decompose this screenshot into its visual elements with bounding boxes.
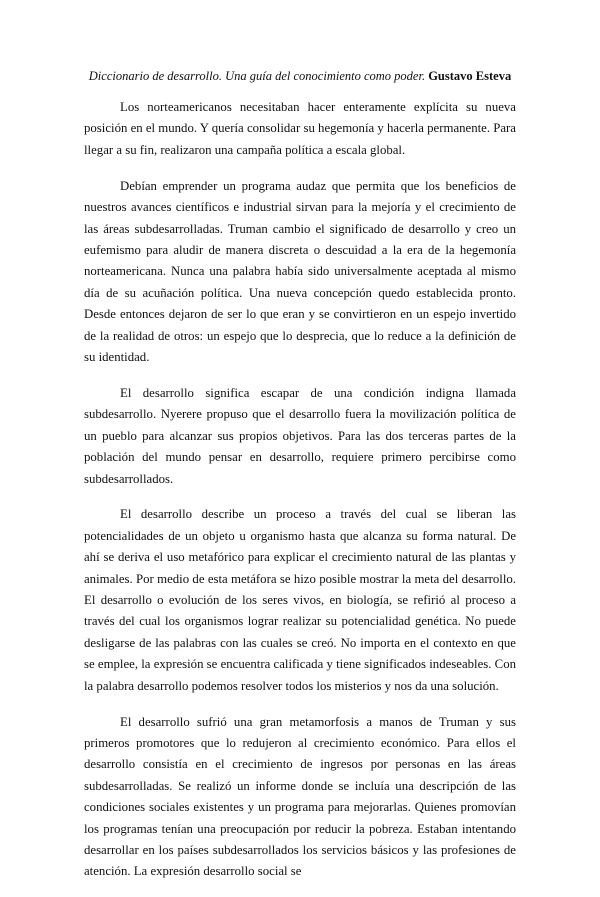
page-header [84, 68, 516, 84]
paragraph-1: Los norteamericanos necesitaban hacer enteramente explícita su nueva posición en el mundo. Y quería consolidar su hegemonía y hacerla permanente. Para llegar a su fin, realizaron una campaña política a escala global. [84, 100, 516, 157]
body-text [84, 97, 516, 897]
paragraph-4: El desarrollo describe un proceso a través del cual se liberan las potencialidades de un objeto u organismo hasta que alcanza su forma natural. De ahí se deriva el uso metafórico para explicar el crecimiento natural de las plantas y animales. Por medio de esta metáfora se hizo posible mostrar la meta del desarrollo. El desarrollo o evolución de los seres vivos, en biología, se refirió al proceso a través del cual los organismos lograr realizar su potencialidad genética. No puede desligarse de las palabras con las cuales se creó. No importa en el contexto en que se emplee, la expresión se encuentra calificada y tiene significados indeseables. Con la palabra desarrollo podemos resolver todos los misterios y nos da una solución. [84, 507, 516, 693]
author-name: Gustavo Esteva [428, 69, 512, 83]
book-title: Diccionario de desarrollo. Una guía del conocimiento como poder. [88, 69, 426, 83]
paragraph-5: El desarrollo sufrió una gran metamorfosis a manos de Truman y sus primeros promotores que lo redujeron al crecimiento económico. Para ellos el desarrollo consistía en el crecimiento de ingresos por personas en las áreas subdesarrolladas. Se realizó un informe donde se incluía una descripción de las condiciones sociales existentes y un programa para mejorarlas. Quienes promovían los programas tenían una preocupación por reducir la pobreza. Estaban intentando desarrollar en los países subdesarrollados los servicios básicos y las profesiones de atención. La expresión desarrollo social se [84, 714, 516, 879]
paragraph-2: Debían emprender un programa audaz que permita que los beneficios de nuestros avances científicos e industrial sirvan para la mejoría y el crecimiento de las áreas subdesarrolladas. Truman cambio el significado de desarrollo y creo un eufemismo para aludir de manera discreta o descuidad a la era de la hegemonía norteamericana. Nunca una palabra había sido universalmente aceptada al mismo día de su acuñación política. Una nueva concepción quedo establecida pronto. Desde entonces dejaron de ser lo que eran y se convirtieron en un espejo invertido de la realidad de otros: un espejo que lo desprecia, que lo reduce a la definición de su identidad. [84, 178, 516, 364]
paragraph-3: El desarrollo significa escapar de una condición indigna llamada subdesarrollo. Nyerere propuso que el desarrollo fuera la movilización política de un pueblo para alcanzar sus propios objetivos. Para las dos terceras partes de la población del mundo pensar en desarrollo, requiere primero percibirse como subdesarrollados. [84, 385, 516, 486]
